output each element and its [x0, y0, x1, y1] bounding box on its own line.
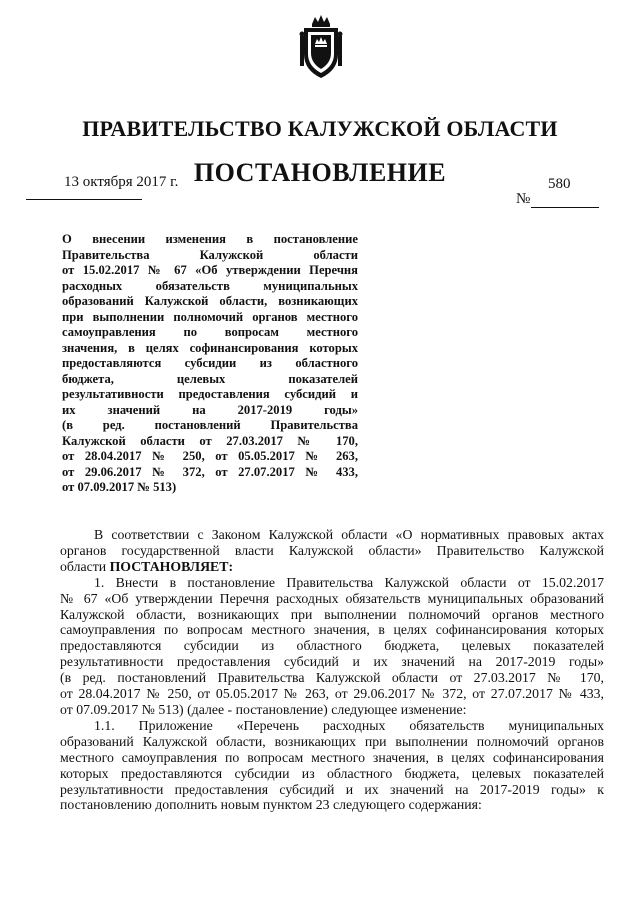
preamble-line: органов государственной власти Калужской области» Правительство Калужской: [60, 542, 604, 558]
preamble-prefix: области: [60, 558, 107, 574]
subject-line: образований Калужской области, возникающих: [62, 294, 358, 308]
subject-line: Правительства Калужской области: [62, 247, 358, 262]
item-1-line: Калужской области, возникающих при выполнении полномочий органов местного: [60, 606, 604, 622]
coat-of-arms-emblem: [298, 14, 344, 80]
item-1-1-line: образований Калужской области, возникающих при выполнении полномочий органов: [60, 733, 604, 749]
item-1-line: от 28.04.2017 № 250, от 05.05.2017 № 263, от 29.06.2017 № 372, от 27.07.2017 № 433,: [60, 686, 604, 702]
document-number: 580: [548, 176, 571, 192]
subject-line: их значений на 2017-2019 годы»: [62, 402, 358, 417]
subject-line: (в ред. постановлений Правительства: [62, 418, 358, 432]
document-date: 13 октября 2017 г.: [64, 174, 179, 190]
date-underline: [26, 199, 142, 200]
item-1-1-line: 1.1. Приложение «Перечень расходных обязательств муниципальных: [94, 717, 604, 733]
number-sign: №: [516, 191, 531, 207]
subject-line: О внесении изменения в постановление: [62, 232, 358, 246]
subject-line: от 29.06.2017 № 372, от 27.07.2017 № 433,: [62, 464, 358, 479]
subject-line: от 15.02.2017 № 67 «Об утверждении Перечня: [62, 263, 358, 277]
subject-line: от 07.09.2017 № 513): [62, 480, 177, 494]
item-1-line: предоставляются субсидии из областного бюджета, целевых показателей: [60, 638, 604, 654]
subject-line: значения, в целях софинансирования которых: [62, 340, 358, 355]
item-1-1-line: постановлению дополнить новым пунктом 23 следующего содержания:: [60, 797, 482, 813]
item-1-line: результативности предоставления субсидий и их значений на 2017-2019 годы»: [60, 654, 604, 670]
preamble-line: [60, 559, 604, 575]
item-1-1-line: местного самоуправления по вопросам местного значения, в целях софинансирования: [60, 749, 604, 765]
item-1-1-paragraph: [60, 718, 604, 813]
subject-line: расходных обязательств муниципальных: [62, 278, 358, 293]
item-1-1-line: результативности предоставления субсидий и их значений на 2017-2019 годы» к: [60, 781, 604, 797]
item-1-1-line: которых предоставляются субсидии из областного бюджета, целевых показателей: [60, 765, 604, 781]
item-1-line: (в ред. постановлений Правительства Калужской области от 27.03.2017 № 170,: [60, 670, 604, 686]
subject-line: при выполнении полномочий органов местного: [62, 309, 358, 324]
document-subject: [62, 232, 358, 496]
item-1-line: от 07.09.2017 № 513) (далее - постановление) следующее изменение:: [60, 701, 467, 717]
subject-line: предоставляются субсидии из областного: [62, 356, 358, 370]
government-title: ПРАВИТЕЛЬСТВО КАЛУЖСКОЙ ОБЛАСТИ: [82, 116, 558, 141]
preamble-line: В соответствии с Законом Калужской области «О нормативных правовых актах: [94, 527, 604, 542]
item-1-paragraph: [60, 575, 604, 718]
subject-line: результативности предоставления субсидий и: [62, 387, 358, 401]
item-1-line: самоуправления по вопросам местного значения, в целях софинансирования которых: [60, 622, 604, 638]
subject-line: бюджета, целевых показателей: [62, 371, 358, 386]
item-1-line: № 67 «Об утверждении Перечня расходных обязательств муниципальных образований: [60, 590, 604, 606]
number-underline: [531, 207, 599, 208]
document-body: [60, 527, 604, 813]
decree-word: ПОСТАНОВЛЯЕТ:: [109, 558, 234, 574]
preamble-paragraph: [60, 527, 604, 575]
subject-line: Калужской области от 27.03.2017 № 170,: [62, 433, 358, 448]
subject-line: от 28.04.2017 № 250, от 05.05.2017 № 263,: [62, 449, 358, 463]
item-1-line: 1. Внести в постановление Правительства Калужской области от 15.02.2017: [94, 574, 604, 590]
subject-line: самоуправления по вопросам местного: [62, 325, 358, 339]
document-type-title: ПОСТАНОВЛЕНИЕ: [193, 158, 447, 187]
